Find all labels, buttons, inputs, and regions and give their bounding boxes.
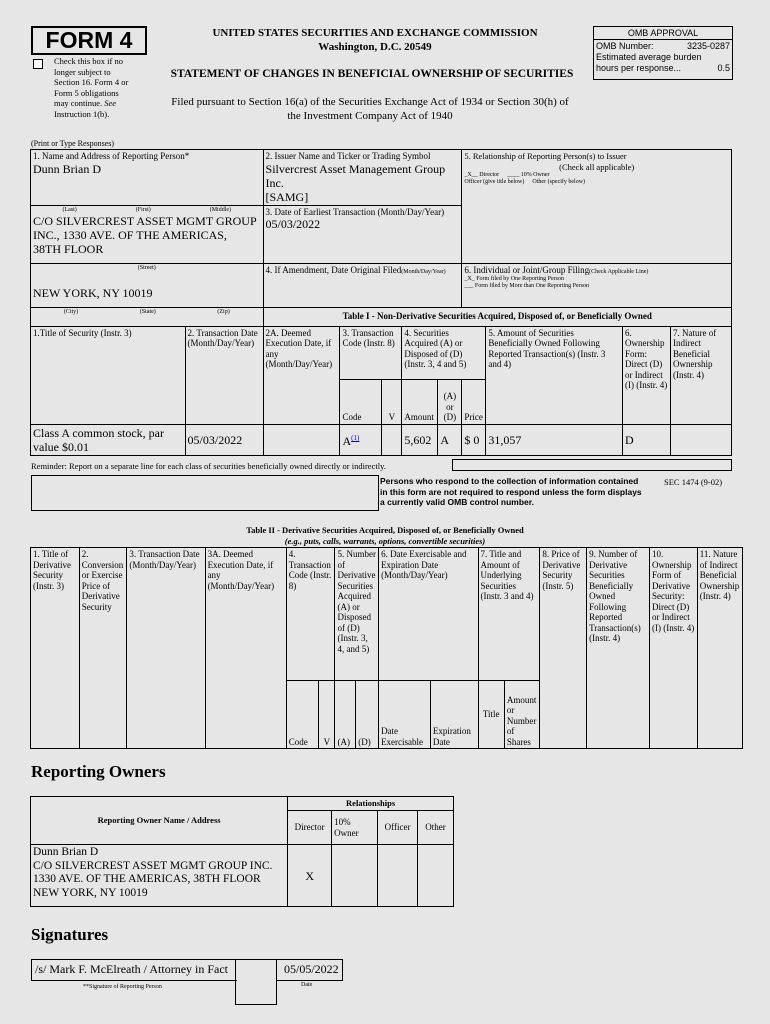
t1-sub-amount: Amount <box>402 379 438 424</box>
relationship-10pct-owner: ____ 10% Owner <box>507 172 550 178</box>
sec-code: SEC 1474 (9-02) <box>664 477 723 487</box>
street-label: (Street) <box>137 264 156 271</box>
omb-number-label: OMB Number: <box>596 41 654 51</box>
t1-sub-price: Price <box>462 379 486 424</box>
t2-header-nature: 11. Nature of Indirect Beneficial Ownership (Instr. 4) <box>697 548 742 749</box>
t2-sub-amount: Amount or Number of Shares <box>504 681 540 749</box>
omb-hours-label: hours per response... <box>596 63 682 73</box>
table2-title: Table II - Derivative Securities Acquired, Disposed of, or Beneficially Owned <box>246 525 524 535</box>
t1-header-ownership-form: 6. Ownership Form: Direct (D) or Indirect (I) (Instr. 4) <box>623 326 671 424</box>
signature-date: 05/05/2022 <box>284 962 339 976</box>
reporting-owners-table <box>30 796 454 907</box>
t2-header-deemed-date: 3A. Deemed Execution Date, if any (Month/Day/Year) <box>205 548 286 749</box>
owner-name-address: Dunn Brian D C/O SILVERCREST ASSET MGMT GROUP INC. 1330 AVE. OF THE AMERICAS, 38TH FLOOR NEW YORK, NY 10019 <box>31 845 288 907</box>
t2-header-number-owned: 9. Number of Derivative Securities Beneficially Owned Following Reported Transaction(s) (Instr. 4) <box>587 548 650 749</box>
date-label: Date <box>301 982 313 988</box>
box4-sub: (Month/Day/Year) <box>401 268 446 275</box>
zip-label: (Zip) <box>217 308 230 315</box>
t2-header-number: 5. Number of Derivative Securities Acquired (A) or Disposed of (D) (Instr. 3, 4, and 5) <box>335 548 379 681</box>
form-title: FORM 4 <box>31 26 147 55</box>
t1-header-title: 1.Title of Security (Instr. 3) <box>31 326 186 424</box>
box6-option-more: ___ Form filed by More than One Reporting Person <box>464 282 590 289</box>
t2-header-price: 8. Price of Derivative Security (Instr. 5) <box>540 548 587 749</box>
t2-sub-title: Title <box>478 681 504 749</box>
reporting-person-name: Dunn Brian D <box>33 161 101 176</box>
t1-header-amount-owned: 5. Amount of Securities Beneficially Owned Following Reported Transaction(s) (Instr. 3 and 4) <box>486 326 623 424</box>
security-title: Class A common stock, par value $0.01 <box>31 424 186 455</box>
transaction-amount: 5,602 <box>402 424 438 455</box>
t1-header-nature: 7. Nature of Indirect Beneficial Ownership (Instr. 4) <box>670 326 731 424</box>
no-longer-subject-checkbox[interactable] <box>33 59 43 69</box>
relationship-officer: Officer (give title below) <box>464 179 525 185</box>
t2-sub-d: (D) <box>356 681 379 749</box>
earliest-transaction-date: 05/03/2022 <box>265 217 321 231</box>
box3-label: 3. Date of Earliest Transaction (Month/Day/Year) <box>265 206 445 217</box>
t2-sub-a: (A) <box>335 681 356 749</box>
reminder-blank-box <box>452 459 732 471</box>
table-two <box>30 547 743 749</box>
reporting-owners-heading: Reporting Owners <box>31 762 166 781</box>
table-row <box>31 424 732 455</box>
relationship-director: _X__ Director <box>464 172 500 178</box>
middle-label: (Middle) <box>209 206 232 213</box>
ownership-form: D <box>623 424 671 455</box>
t1-header-deemed-date: 2A. Deemed Execution Date, if any (Month/Day/Year) <box>263 326 340 424</box>
table1-title: Table I - Non-Derivative Securities Acquired, Disposed of, or Beneficially Owned <box>263 307 731 326</box>
omb-burden-label: Estimated average burden <box>596 52 702 62</box>
box1-label: 1. Name and Address of Reporting Person* <box>33 151 190 161</box>
omb-title: OMB APPROVAL <box>594 27 732 40</box>
amount-owned-following: 31,057 <box>486 424 623 455</box>
signature-block <box>31 959 343 1003</box>
transaction-price: $ 0 <box>462 424 486 455</box>
reporting-person-and-table-one <box>30 149 732 456</box>
transaction-aord: A <box>438 424 462 455</box>
box5-sub: (Check all applicable) <box>559 161 635 172</box>
t2-header-exercisable: 6. Date Exercisable and Expiration Date (Month/Day/Year) <box>379 548 478 681</box>
relationships-header: Relationships <box>288 797 454 811</box>
director-mark: X <box>288 845 332 907</box>
table2-subtitle: (e.g., puts, calls, warrants, options, convertible securities) <box>284 536 486 546</box>
t2-header-title: 1. Title of Derivative Security (Instr. 3) <box>31 548 80 749</box>
omb-number-value: 3235-0287 <box>686 41 730 51</box>
box2-label: 2. Issuer Name and Ticker or Trading Symbol <box>265 151 431 161</box>
box6-check: (Check Applicable Line) <box>589 268 649 275</box>
city-label: (City) <box>63 308 79 315</box>
other-header: Other <box>418 811 454 845</box>
omb-hours-value: 0.5 <box>717 63 730 73</box>
state-label: (State) <box>139 308 156 315</box>
box5-label: 5. Relationship of Reporting Person(s) to Issuer <box>464 151 627 161</box>
footnote-link[interactable]: (1) <box>351 434 360 442</box>
first-label: (First) <box>135 206 151 213</box>
t2-sub-expiration: Expiration Date <box>430 681 478 749</box>
filed-pursuant-line-2: the Investment Company Act of 1940 <box>287 110 453 122</box>
box4-label: 4. If Amendment, Date Original Filed <box>265 264 402 275</box>
t1-header-date: 2. Transaction Date (Month/Day/Year) <box>185 326 263 424</box>
reporting-address: C/O SILVERCREST ASSET MGMT GROUP INC., 1330 AVE. OF THE AMERICAS, 38TH FLOOR <box>33 213 257 256</box>
t1-sub-aord: (A) or (D) <box>438 379 462 424</box>
table-row <box>31 845 454 907</box>
checkbox-instructions: Check this box if no longer subject to Section 16. Form 4 or Form 5 obligations may continue. See Instruction 1(b). <box>54 56 129 119</box>
t1-header-code: 3. Transaction Code (Instr. 8) <box>340 326 402 379</box>
officer-header: Officer <box>378 811 418 845</box>
t2-header-code: 4. Transaction Code (Instr. 8) <box>286 548 335 681</box>
t2-sub-code: Code <box>286 681 318 749</box>
t2-header-date: 3. Transaction Date (Month/Day/Year) <box>127 548 205 749</box>
director-header: Director <box>288 811 332 845</box>
agency-location: Washington, D.C. 20549 <box>318 41 432 53</box>
issuer-name: Silvercrest Asset Management Group Inc. <box>265 161 446 190</box>
print-note: (Print or Type Responses) <box>31 139 115 148</box>
t2-header-ownership-form: 10. Ownership Form of Derivative Security: Direct (D) or Indirect (I) (Instr. 4) <box>650 548 698 749</box>
box6-option-one: _X_ Form filed by One Reporting Person <box>464 275 565 282</box>
signatures-heading: Signatures <box>31 925 109 944</box>
owner-name-header: Reporting Owner Name / Address <box>31 797 288 845</box>
agency-name: UNITED STATES SECURITIES AND EXCHANGE COMMISSION <box>212 27 538 39</box>
t1-sub-code: Code <box>340 379 382 424</box>
filed-pursuant-line-1: Filed pursuant to Section 16(a) of the Securities Exchange Act of 1934 or Section 30(h) of <box>171 96 569 108</box>
t1-header-securities: 4. Securities Acquired (A) or Disposed of (D) (Instr. 3, 4 and 5) <box>402 326 486 379</box>
t2-header-conversion: 2. Conversion or Exercise Price of Derivative Security <box>79 548 127 749</box>
reporting-city-line: NEW YORK, NY 10019 <box>33 285 153 300</box>
signature-value: /s/ Mark F. McElreath / Attorney in Fact <box>35 962 229 976</box>
owner10-header: 10% Owner <box>332 811 378 845</box>
persons-blank-box <box>31 475 379 511</box>
reminder-text: Reminder: Report on a separate line for each class of securities beneficially owned directly or indirectly. <box>31 461 386 471</box>
issuer-ticker: [SAMG] <box>265 189 309 204</box>
t2-header-underlying: 7. Title and Amount of Underlying Securities (Instr. 3 and 4) <box>478 548 540 681</box>
t2-sub-exercisable: Date Exercisable <box>379 681 431 749</box>
omb-approval-box <box>593 26 733 80</box>
transaction-date: 05/03/2022 <box>185 424 263 455</box>
persons-notice: Persons who respond to the collection of information contained in this form are not required to respond unless the form displays a currently valid OMB control number. <box>380 476 642 507</box>
relationship-other: Other (specify below) <box>532 179 586 185</box>
statement-title: STATEMENT OF CHANGES IN BENEFICIAL OWNERSHIP OF SECURITIES <box>170 68 574 80</box>
last-label: (Last) <box>62 206 77 213</box>
t1-sub-v: V <box>382 379 402 424</box>
t2-sub-v: V <box>319 681 335 749</box>
box6-label: 6. Individual or Joint/Group Filing <box>464 264 590 275</box>
transaction-code: $A^{(1)}$ <box>340 424 382 455</box>
signature-label: **Signature of Reporting Person <box>83 984 162 990</box>
